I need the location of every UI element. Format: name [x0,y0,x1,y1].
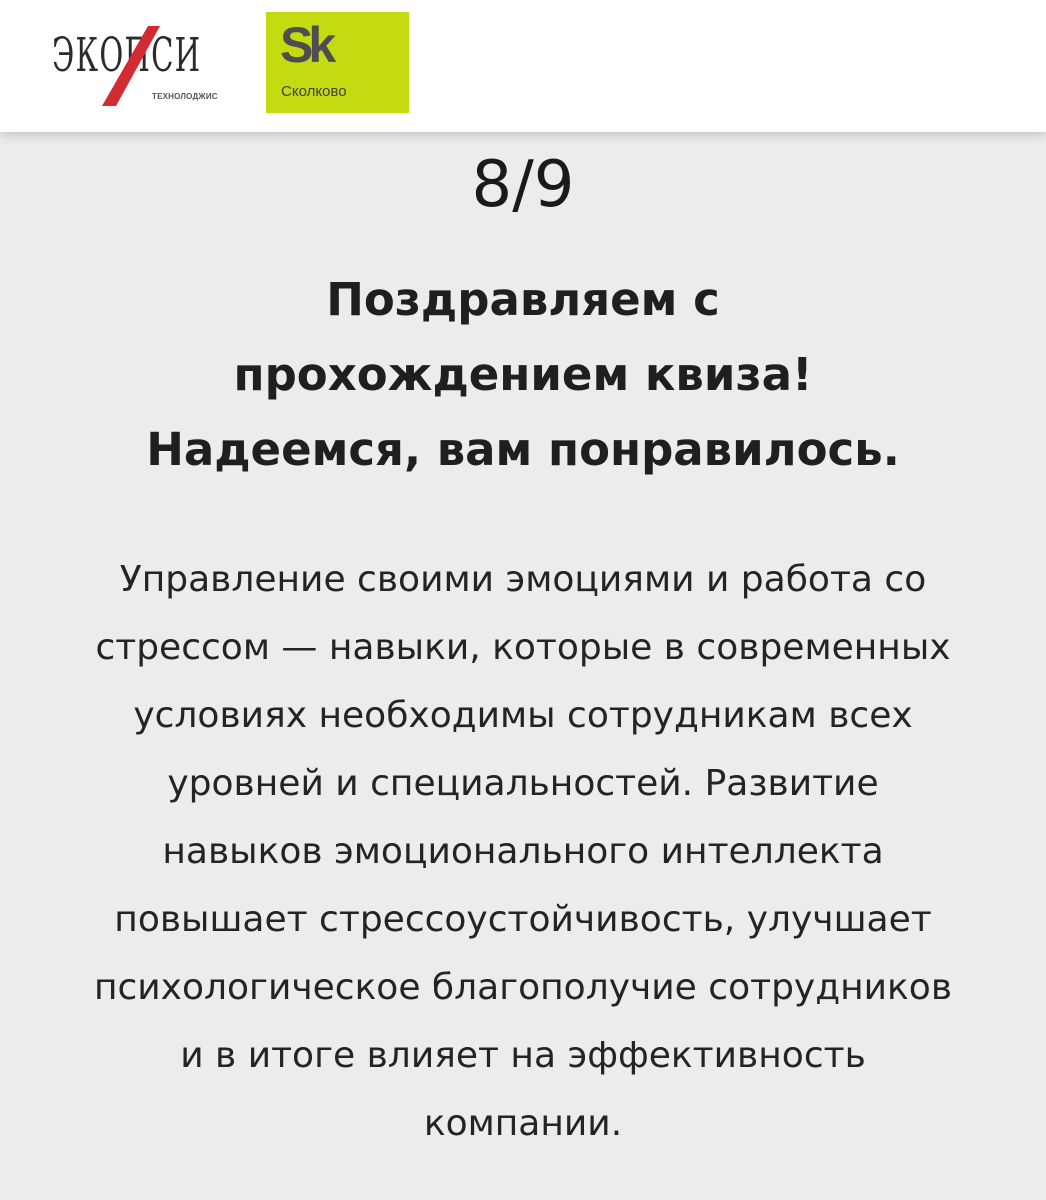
description-line: уровней и специальностей. Развитие [167,763,879,804]
description-line: навыков эмоционального интеллекта [162,831,884,872]
ecopsy-logo-word: ЭКОПСИ [52,28,202,83]
title-line: Поздравляем с [326,273,720,326]
description-line: стрессом — навыки, которые в современных [95,627,951,668]
skolkovo-logo[interactable] [266,12,409,113]
description-line: и в итоге влияет на эффективность [180,1035,866,1076]
description-line: психологическое благополучие сотрудников [93,967,953,1008]
description-line: компании. [423,1103,623,1144]
page-header [0,0,1046,132]
quiz-progress-counter: 8/9 [471,148,575,222]
description-line: Управление своими эмоциями и работа со [119,559,927,600]
ecopsy-logo[interactable] [52,26,242,106]
description-line: условиях необходимы сотрудникам всех [133,695,913,736]
quiz-completion-title [0,262,1046,487]
title-line: прохождением квиза! [233,348,813,401]
skolkovo-logo-mark: Sk [280,17,332,73]
skolkovo-logo-name: Сколково [281,83,347,100]
title-line: Надеемся, вам понравилось. [146,423,900,476]
description-line: повышает стрессоустойчивость, улучшает [114,899,932,940]
quiz-description [0,546,1046,1158]
ecopsy-logo-subtitle: ТЕХНОЛОДЖИС [152,92,218,101]
